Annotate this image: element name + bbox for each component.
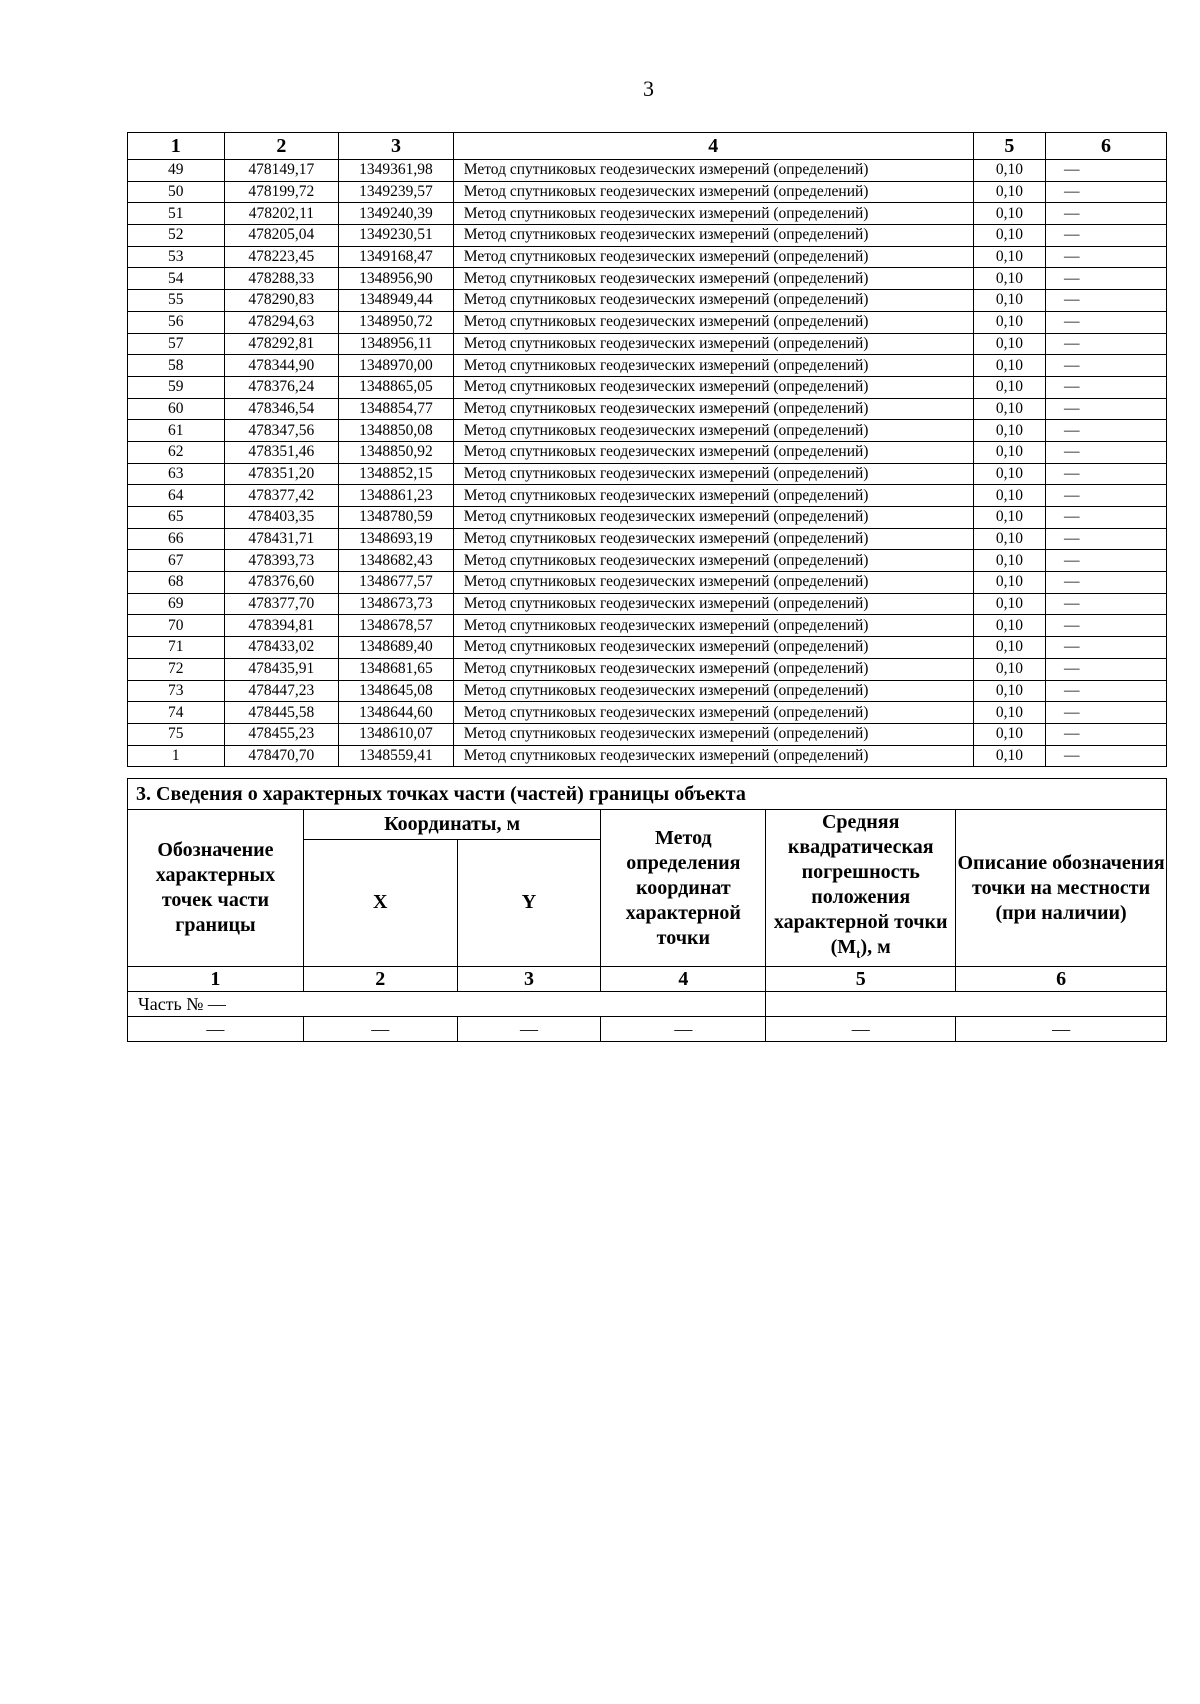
x-coordinate-cell: 478394,81 [224, 615, 339, 637]
description-cell: — [1045, 550, 1166, 572]
table-row [128, 507, 1167, 529]
point-number-cell: 1 [128, 745, 225, 767]
y-coordinate-cell: 1348950,72 [339, 311, 454, 333]
y-coordinate-cell: 1348956,90 [339, 268, 454, 290]
description-cell: — [1045, 528, 1166, 550]
section3-col-num-1: 1 [128, 967, 304, 992]
description-cell: — [1045, 225, 1166, 247]
mean-error-cell: 0,10 [973, 225, 1045, 247]
header-col-3: 3 [339, 133, 454, 160]
table-row [128, 333, 1167, 355]
y-coordinate-cell: 1348861,23 [339, 485, 454, 507]
empty-cell-1: — [128, 1017, 304, 1042]
method-cell: Метод спутниковых геодезических измерений (определений) [453, 507, 973, 529]
part-row [128, 992, 1167, 1017]
y-coordinate-cell: 1348689,40 [339, 637, 454, 659]
table-row [128, 593, 1167, 615]
method-cell: Метод спутниковых геодезических измерений (определений) [453, 637, 973, 659]
mean-error-cell: 0,10 [973, 420, 1045, 442]
table-row [128, 290, 1167, 312]
page-number: 3 [643, 76, 654, 101]
method-cell: Метод спутниковых геодезических измерений (определений) [453, 723, 973, 745]
header-description: Описание обозначения точки на местности (при наличии) [956, 810, 1167, 967]
table-row [128, 463, 1167, 485]
table-row [128, 420, 1167, 442]
x-coordinate-cell: 478294,63 [224, 311, 339, 333]
y-coordinate-cell: 1348673,73 [339, 593, 454, 615]
method-cell: Метод спутниковых геодезических измерений (определений) [453, 376, 973, 398]
x-coordinate-cell: 478470,70 [224, 745, 339, 767]
mean-error-cell: 0,10 [973, 246, 1045, 268]
empty-row [128, 1017, 1167, 1042]
header-col-5: 5 [973, 133, 1045, 160]
description-cell: — [1045, 203, 1166, 225]
y-coordinate-cell: 1349361,98 [339, 160, 454, 182]
mean-error-cell: 0,10 [973, 160, 1045, 182]
point-number-cell: 55 [128, 290, 225, 312]
y-coordinate-cell: 1348850,08 [339, 420, 454, 442]
y-coordinate-cell: 1348780,59 [339, 507, 454, 529]
empty-cell-6: — [956, 1017, 1167, 1042]
point-number-cell: 71 [128, 637, 225, 659]
point-number-cell: 69 [128, 593, 225, 615]
x-coordinate-cell: 478403,35 [224, 507, 339, 529]
method-cell: Метод спутниковых геодезических измерений (определений) [453, 593, 973, 615]
description-cell: — [1045, 268, 1166, 290]
description-cell: — [1045, 593, 1166, 615]
empty-cell-2: — [303, 1017, 457, 1042]
mean-error-cell: 0,10 [973, 658, 1045, 680]
table-row [128, 745, 1167, 767]
point-number-cell: 56 [128, 311, 225, 333]
y-coordinate-cell: 1348610,07 [339, 723, 454, 745]
method-cell: Метод спутниковых геодезических измерений (определений) [453, 333, 973, 355]
method-cell: Метод спутниковых геодезических измерений (определений) [453, 203, 973, 225]
method-cell: Метод спутниковых геодезических измерений (определений) [453, 420, 973, 442]
y-coordinate-cell: 1348949,44 [339, 290, 454, 312]
header-y: Y [457, 839, 601, 967]
y-coordinate-cell: 1348970,00 [339, 355, 454, 377]
section3-col-num-3: 3 [457, 967, 601, 992]
y-coordinate-cell: 1349240,39 [339, 203, 454, 225]
mean-error-cell: 0,10 [973, 441, 1045, 463]
mean-error-cell: 0,10 [973, 593, 1045, 615]
header-mean-error-unit: ), м [860, 936, 891, 958]
description-cell: — [1045, 376, 1166, 398]
point-number-cell: 51 [128, 203, 225, 225]
description-cell: — [1045, 485, 1166, 507]
column-number-row [128, 133, 1167, 160]
table-row [128, 311, 1167, 333]
point-number-cell: 53 [128, 246, 225, 268]
method-cell: Метод спутниковых геодезических измерений (определений) [453, 398, 973, 420]
mean-error-cell: 0,10 [973, 355, 1045, 377]
method-cell: Метод спутниковых геодезических измерений (определений) [453, 680, 973, 702]
description-cell: — [1045, 355, 1166, 377]
description-cell: — [1045, 398, 1166, 420]
description-cell: — [1045, 723, 1166, 745]
y-coordinate-cell: 1348559,41 [339, 745, 454, 767]
mean-error-cell: 0,10 [973, 745, 1045, 767]
x-coordinate-cell: 478288,33 [224, 268, 339, 290]
table-row [128, 702, 1167, 724]
x-coordinate-cell: 478433,02 [224, 637, 339, 659]
x-coordinate-cell: 478205,04 [224, 225, 339, 247]
x-coordinate-cell: 478292,81 [224, 333, 339, 355]
header-col-6: 6 [1045, 133, 1166, 160]
mean-error-cell: 0,10 [973, 290, 1045, 312]
table-row [128, 181, 1167, 203]
method-cell: Метод спутниковых геодезических измерений (определений) [453, 246, 973, 268]
y-coordinate-cell: 1348865,05 [339, 376, 454, 398]
point-number-cell: 66 [128, 528, 225, 550]
method-cell: Метод спутниковых геодезических измерений (определений) [453, 745, 973, 767]
point-number-cell: 72 [128, 658, 225, 680]
mean-error-cell: 0,10 [973, 376, 1045, 398]
x-coordinate-cell: 478351,46 [224, 441, 339, 463]
x-coordinate-cell: 478431,71 [224, 528, 339, 550]
header-coordinates: Координаты, м [303, 810, 601, 840]
mean-error-cell: 0,10 [973, 398, 1045, 420]
table-row [128, 637, 1167, 659]
coordinates-table [127, 132, 1167, 767]
header-col-1: 1 [128, 133, 225, 160]
x-coordinate-cell: 478344,90 [224, 355, 339, 377]
method-cell: Метод спутниковых геодезических измерений (определений) [453, 160, 973, 182]
description-cell: — [1045, 637, 1166, 659]
method-cell: Метод спутниковых геодезических измерений (определений) [453, 615, 973, 637]
part-label: Часть № — [128, 992, 766, 1017]
description-cell: — [1045, 246, 1166, 268]
x-coordinate-cell: 478149,17 [224, 160, 339, 182]
x-coordinate-cell: 478393,73 [224, 550, 339, 572]
mean-error-cell: 0,10 [973, 311, 1045, 333]
table-row [128, 203, 1167, 225]
table-row [128, 160, 1167, 182]
description-cell: — [1045, 680, 1166, 702]
table-row [128, 398, 1167, 420]
mean-error-cell: 0,10 [973, 333, 1045, 355]
x-coordinate-cell: 478351,20 [224, 463, 339, 485]
section3-col-num-5: 5 [766, 967, 956, 992]
y-coordinate-cell: 1348682,43 [339, 550, 454, 572]
table-row [128, 550, 1167, 572]
point-number-cell: 74 [128, 702, 225, 724]
mean-error-cell: 0,10 [973, 615, 1045, 637]
table-row [128, 355, 1167, 377]
table-row [128, 658, 1167, 680]
header-mean-error-subscript: t [856, 946, 861, 961]
description-cell: — [1045, 658, 1166, 680]
empty-cell-3: — [457, 1017, 601, 1042]
description-cell: — [1045, 745, 1166, 767]
section3-col-num-4: 4 [601, 967, 766, 992]
y-coordinate-cell: 1348677,57 [339, 572, 454, 594]
method-cell: Метод спутниковых геодезических измерений (определений) [453, 441, 973, 463]
x-coordinate-cell: 478376,60 [224, 572, 339, 594]
point-number-cell: 57 [128, 333, 225, 355]
table-row [128, 246, 1167, 268]
table-row [128, 376, 1167, 398]
table-row [128, 485, 1167, 507]
point-number-cell: 60 [128, 398, 225, 420]
x-coordinate-cell: 478347,56 [224, 420, 339, 442]
header-col-2: 2 [224, 133, 339, 160]
mean-error-cell: 0,10 [973, 528, 1045, 550]
table-row [128, 225, 1167, 247]
table-row [128, 680, 1167, 702]
part-empty-cell [766, 992, 1167, 1017]
description-cell: — [1045, 615, 1166, 637]
mean-error-cell: 0,10 [973, 507, 1045, 529]
header-mean-error-text: Средняя квадратическая погрешность положения характерной точки (M [773, 811, 948, 958]
section3-column-number-row [128, 967, 1167, 992]
point-number-cell: 54 [128, 268, 225, 290]
method-cell: Метод спутниковых геодезических измерений (определений) [453, 290, 973, 312]
method-cell: Метод спутниковых геодезических измерений (определений) [453, 485, 973, 507]
y-coordinate-cell: 1348678,57 [339, 615, 454, 637]
header-designation: Обозначение характерных точек части границы [128, 810, 304, 967]
point-number-cell: 70 [128, 615, 225, 637]
mean-error-cell: 0,10 [973, 268, 1045, 290]
method-cell: Метод спутниковых геодезических измерений (определений) [453, 225, 973, 247]
x-coordinate-cell: 478435,91 [224, 658, 339, 680]
method-cell: Метод спутниковых геодезических измерений (определений) [453, 311, 973, 333]
mean-error-cell: 0,10 [973, 181, 1045, 203]
description-cell: — [1045, 333, 1166, 355]
description-cell: — [1045, 160, 1166, 182]
point-number-cell: 68 [128, 572, 225, 594]
y-coordinate-cell: 1349168,47 [339, 246, 454, 268]
mean-error-cell: 0,10 [973, 702, 1045, 724]
x-coordinate-cell: 478199,72 [224, 181, 339, 203]
x-coordinate-cell: 478202,11 [224, 203, 339, 225]
header-x: X [303, 839, 457, 967]
method-cell: Метод спутниковых геодезических измерений (определений) [453, 355, 973, 377]
method-cell: Метод спутниковых геодезических измерений (определений) [453, 658, 973, 680]
section3-col-num-6: 6 [956, 967, 1167, 992]
x-coordinate-cell: 478445,58 [224, 702, 339, 724]
description-cell: — [1045, 420, 1166, 442]
y-coordinate-cell: 1348852,15 [339, 463, 454, 485]
table-row [128, 615, 1167, 637]
y-coordinate-cell: 1348850,92 [339, 441, 454, 463]
section3-title: 3. Сведения о характерных точках части (частей) границы объекта [128, 779, 1167, 810]
table-row [128, 528, 1167, 550]
x-coordinate-cell: 478376,24 [224, 376, 339, 398]
description-cell: — [1045, 441, 1166, 463]
y-coordinate-cell: 1349239,57 [339, 181, 454, 203]
header-mean-error [766, 810, 956, 967]
point-number-cell: 62 [128, 441, 225, 463]
x-coordinate-cell: 478455,23 [224, 723, 339, 745]
point-number-cell: 50 [128, 181, 225, 203]
header-method: Метод определения координат характерной точки [601, 810, 766, 967]
section3-col-num-2: 2 [303, 967, 457, 992]
x-coordinate-cell: 478447,23 [224, 680, 339, 702]
description-cell: — [1045, 311, 1166, 333]
description-cell: — [1045, 463, 1166, 485]
y-coordinate-cell: 1348956,11 [339, 333, 454, 355]
method-cell: Метод спутниковых геодезических измерений (определений) [453, 463, 973, 485]
y-coordinate-cell: 1348645,08 [339, 680, 454, 702]
x-coordinate-cell: 478377,70 [224, 593, 339, 615]
description-cell: — [1045, 507, 1166, 529]
point-number-cell: 49 [128, 160, 225, 182]
method-cell: Метод спутниковых геодезических измерений (определений) [453, 572, 973, 594]
table-row [128, 723, 1167, 745]
x-coordinate-cell: 478377,42 [224, 485, 339, 507]
point-number-cell: 63 [128, 463, 225, 485]
mean-error-cell: 0,10 [973, 637, 1045, 659]
method-cell: Метод спутниковых геодезических измерений (определений) [453, 181, 973, 203]
header-col-4: 4 [453, 133, 973, 160]
point-number-cell: 58 [128, 355, 225, 377]
mean-error-cell: 0,10 [973, 572, 1045, 594]
mean-error-cell: 0,10 [973, 485, 1045, 507]
description-cell: — [1045, 572, 1166, 594]
y-coordinate-cell: 1348681,65 [339, 658, 454, 680]
method-cell: Метод спутниковых геодезических измерений (определений) [453, 702, 973, 724]
mean-error-cell: 0,10 [973, 203, 1045, 225]
method-cell: Метод спутниковых геодезических измерений (определений) [453, 550, 973, 572]
point-number-cell: 73 [128, 680, 225, 702]
mean-error-cell: 0,10 [973, 723, 1045, 745]
y-coordinate-cell: 1349230,51 [339, 225, 454, 247]
table-row [128, 572, 1167, 594]
point-number-cell: 61 [128, 420, 225, 442]
description-cell: — [1045, 181, 1166, 203]
mean-error-cell: 0,10 [973, 463, 1045, 485]
x-coordinate-cell: 478223,45 [224, 246, 339, 268]
section3-table [127, 778, 1167, 1042]
description-cell: — [1045, 702, 1166, 724]
table-row [128, 268, 1167, 290]
point-number-cell: 64 [128, 485, 225, 507]
method-cell: Метод спутниковых геодезических измерений (определений) [453, 528, 973, 550]
point-number-cell: 67 [128, 550, 225, 572]
mean-error-cell: 0,10 [973, 550, 1045, 572]
point-number-cell: 52 [128, 225, 225, 247]
mean-error-cell: 0,10 [973, 680, 1045, 702]
y-coordinate-cell: 1348693,19 [339, 528, 454, 550]
point-number-cell: 59 [128, 376, 225, 398]
x-coordinate-cell: 478290,83 [224, 290, 339, 312]
method-cell: Метод спутниковых геодезических измерений (определений) [453, 268, 973, 290]
x-coordinate-cell: 478346,54 [224, 398, 339, 420]
y-coordinate-cell: 1348644,60 [339, 702, 454, 724]
empty-cell-4: — [601, 1017, 766, 1042]
point-number-cell: 75 [128, 723, 225, 745]
coordinates-table-body [128, 160, 1167, 767]
y-coordinate-cell: 1348854,77 [339, 398, 454, 420]
table-row [128, 441, 1167, 463]
point-number-cell: 65 [128, 507, 225, 529]
description-cell: — [1045, 290, 1166, 312]
empty-cell-5: — [766, 1017, 956, 1042]
